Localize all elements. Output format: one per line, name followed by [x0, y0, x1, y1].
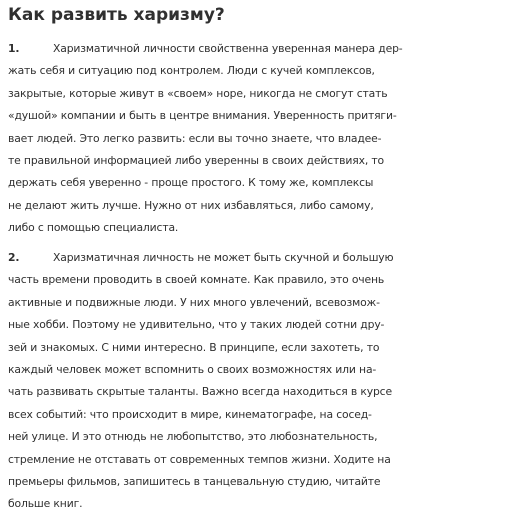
paragraph-line: часть времени проводить в своей комнате. Как правило, это очень — [8, 273, 385, 287]
paragraph-line: либо с помощью специалиста. — [8, 221, 179, 235]
paragraph-line — [8, 38, 526, 60]
line-text: Харизматичной личности свойственна уверенная манера дер- — [53, 42, 403, 55]
paragraph-line: премьеры фильмов, запишитесь в танцевальную студию, читайте — [8, 475, 381, 489]
paragraph-2 — [8, 247, 526, 516]
paragraph-number: 2. — [8, 251, 20, 264]
paragraph-line: держать себя уверенно - проще простого. К тому же, комплексы — [8, 176, 374, 190]
paragraph-line: закрытые, которые живут в «своем» норе, никогда не смогут стать — [8, 86, 388, 100]
paragraph-line: жать себя и ситуацию под контролем. Люди с кучей комплексов, — [8, 64, 375, 78]
paragraph-line: ней улице. И это отнюдь не любопытство, это любознательность, — [8, 430, 378, 444]
paragraph-line: не делают жить лучше. Нужно от них избавляться, либо самому, — [8, 198, 374, 212]
line-text: Харизматичная личность не может быть скучной и большую — [53, 251, 394, 264]
paragraph-line: чать развивать скрытые таланты. Важно всегда находиться в курсе — [8, 385, 392, 399]
paragraph-line: стремление не отставать от современных темпов жизни. Ходите на — [8, 452, 391, 466]
paragraph-line: те правильной информацией либо уверенны в своих действиях, то — [8, 154, 384, 168]
paragraph-line: зей и знакомых. С ними интересно. В принципе, если захотеть, то — [8, 340, 380, 354]
paragraph-line: активные и подвижные люди. У них много увлечений, всевозмож- — [8, 295, 380, 309]
paragraph-line: «душой» компании и быть в центре внимания. Уверенность притяги- — [8, 109, 397, 123]
paragraph-line: вает людей. Это легко развить: если вы точно знаете, что владее- — [8, 131, 382, 145]
paragraph-line: ные хобби. Поэтому не удивительно, что у таких людей сотни дру- — [8, 318, 385, 332]
paragraph-number: 1. — [8, 42, 20, 55]
article-title: Как развить харизму? — [8, 5, 225, 25]
paragraph-line — [8, 247, 526, 269]
paragraph-1 — [8, 38, 526, 240]
paragraph-line: больше книг. — [8, 497, 83, 511]
paragraph-line: каждый человек может вспомнить о своих возможностях или на- — [8, 363, 377, 377]
paragraph-line: всех событий: что происходит в мире, кинематографе, на сосед- — [8, 407, 372, 421]
